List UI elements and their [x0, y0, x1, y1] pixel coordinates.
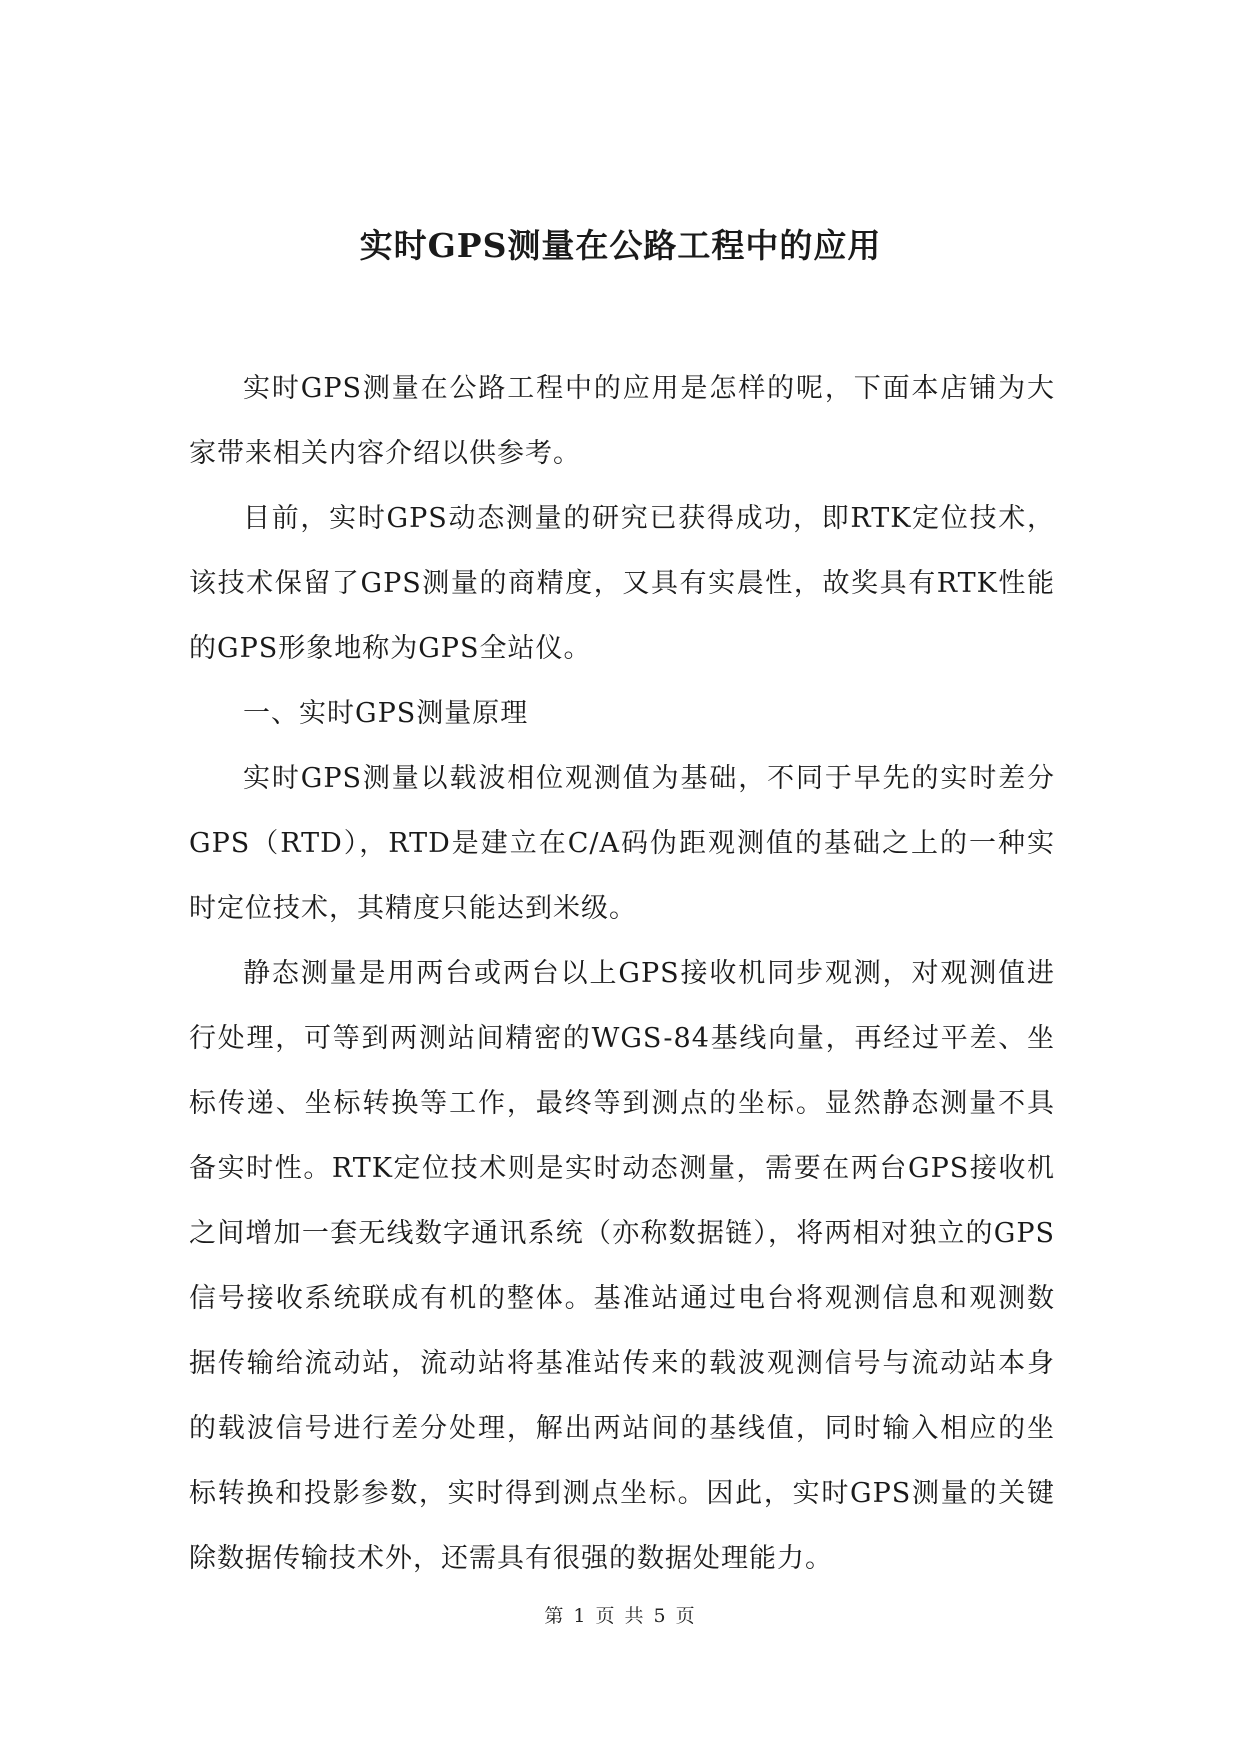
document-title: 实时GPS测量在公路工程中的应用 — [359, 226, 882, 265]
paragraph-carrier-phase: 实时GPS测量以载波相位观测值为基础，不同于早先的实时差分GPS（RTD），RTD是建立在C/A码伪距观测值的基础之上的一种实时定位技术，其精度只能达到米级。 — [189, 763, 1055, 924]
paragraph-rtk-overview: 目前，实时GPS动态测量的研究已获得成功，即RTK定位技术，该技术保留了GPS测量的商精度，又具有实晨性，故奖具有RTK性能的GPS形象地称为GPS全站仪。 — [189, 503, 1055, 664]
section-heading-principle: 一、实时GPS测量原理 — [243, 698, 529, 729]
paragraph-static-vs-rtk: 静态测量是用两台或两台以上GPS接收机同步观测，对观测值进行处理，可等到两测站间精密的WGS-84基线向量，再经过平差、坐标传递、坐标转换等工作，最终等到测点的坐标。显然静态测量不具备实时性。RTK定位技术则是实时动态测量，需要在两台GPS接收机之间增加一套无线数字通讯系统（亦称数据链），将两相对独立的GPS信号接收系统联成有机的整体。基准站通过电台将观测信息和观测数据传输给流动站，流动站将基准站传来的载波观测信号与流动站本身的载波信号进行差分处理，解出两站间的基线值，同时输入相应的坐标转换和投影参数，实时得到测点坐标。因此，实时GPS测量的关键除数据传输技术外，还需具有很强的数据处理能力。 — [189, 958, 1055, 1574]
page-number-footer: 第 1 页 共 5 页 — [544, 1605, 697, 1627]
document-body — [189, 356, 1055, 1591]
paragraph-intro: 实时GPS测量在公路工程中的应用是怎样的呢，下面本店铺为大家带来相关内容介绍以供参考。 — [189, 373, 1055, 469]
